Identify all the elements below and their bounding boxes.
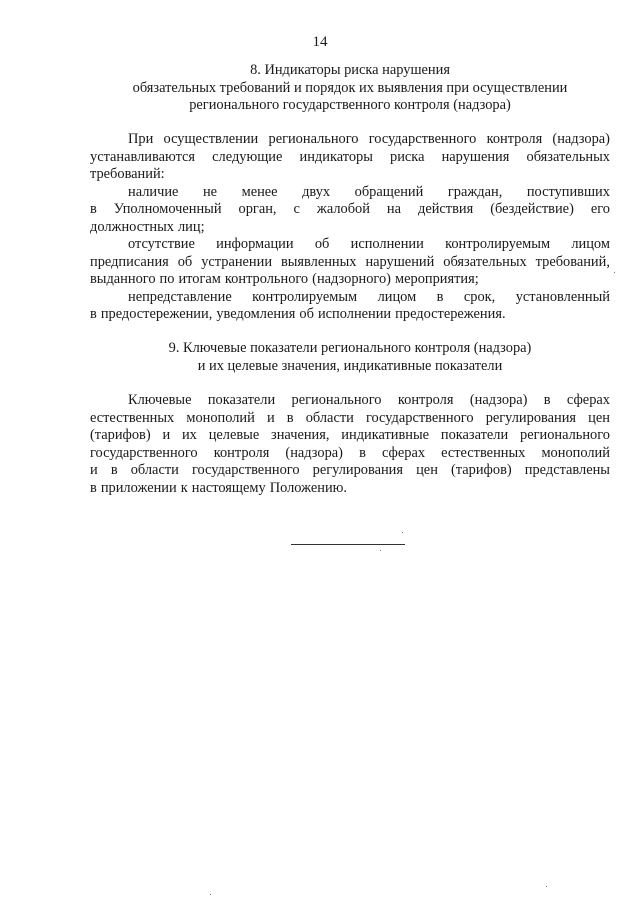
word: (надзора)	[552, 131, 610, 147]
word: области	[305, 409, 354, 426]
word: нарушений	[365, 253, 435, 270]
text-line	[90, 201, 610, 219]
word: обязательных	[526, 148, 610, 165]
word: регионального	[268, 131, 359, 147]
word: установленный	[515, 288, 610, 305]
scan-speck	[546, 886, 547, 887]
word: должностных	[90, 218, 174, 235]
word: об	[177, 253, 193, 270]
word: наличие	[128, 183, 179, 200]
word: на	[386, 201, 402, 217]
word: области	[130, 462, 179, 478]
indicator-item-3	[90, 289, 610, 324]
word: (тарифов)	[90, 427, 151, 443]
word: отсутствие	[128, 236, 195, 252]
word: государственного	[191, 462, 300, 478]
word: требований:	[90, 166, 165, 182]
word: предостережении,	[100, 306, 213, 322]
word: контрольного	[224, 271, 309, 287]
word: осуществлении	[163, 131, 259, 147]
word: жалобой	[316, 201, 370, 217]
word: контроля	[486, 131, 543, 147]
word: регионального	[291, 392, 382, 408]
word: государственного	[368, 131, 477, 147]
section-9-heading	[90, 340, 610, 375]
text-line	[90, 306, 610, 324]
word: индикаторы	[299, 148, 373, 165]
text-line	[90, 219, 610, 237]
text-line	[90, 236, 610, 254]
heading-line: обязательных требований и порядок их выявления при осуществлении	[132, 79, 568, 96]
word: сферах	[566, 392, 610, 408]
word: регулирования	[312, 462, 403, 478]
word: представлены	[524, 462, 610, 478]
word: и	[162, 427, 171, 443]
word: граждан,	[447, 183, 503, 200]
scan-speck	[402, 532, 403, 533]
text-line	[90, 289, 610, 307]
word: двух	[302, 183, 331, 200]
word: требований,	[535, 253, 610, 270]
word: лицом	[571, 236, 610, 252]
word: в	[90, 306, 97, 322]
scan-speck	[380, 550, 381, 551]
word: в	[359, 444, 366, 461]
word: лицом	[377, 288, 417, 305]
word: лиц;	[177, 218, 205, 235]
text-line	[90, 445, 610, 463]
indicator-item-2	[90, 236, 610, 289]
word: риска	[390, 148, 425, 165]
word: устанавливаются	[90, 148, 196, 165]
text-line	[90, 480, 610, 498]
word: показатели	[207, 392, 276, 408]
word: в	[110, 462, 118, 478]
word: действия	[418, 201, 474, 217]
word: и	[266, 409, 275, 426]
word: значения,	[271, 427, 330, 443]
word: обязательных	[443, 253, 527, 270]
word: предписания	[90, 253, 169, 270]
closing-rule	[291, 544, 405, 545]
word: его	[590, 201, 610, 217]
word: менее	[241, 183, 278, 200]
word: цен	[588, 409, 610, 426]
word: непредставление	[128, 288, 232, 305]
heading-line: регионального государственного контроля (надзора)	[189, 97, 511, 113]
word: (бездействие)	[490, 201, 574, 217]
word: в	[286, 409, 294, 426]
word: предостережения.	[395, 306, 506, 322]
word: монополий	[541, 444, 610, 461]
word: исполнении	[350, 236, 424, 252]
word: регулирования	[485, 409, 577, 426]
word: сферах	[381, 444, 426, 461]
word: контролируемым	[445, 236, 551, 252]
text-line	[90, 166, 610, 184]
word: контроля	[213, 444, 270, 461]
word: нарушения	[441, 148, 510, 165]
word: их	[181, 427, 197, 443]
word: контроля	[397, 392, 454, 408]
word: по	[159, 271, 175, 287]
page-number: 14	[312, 34, 328, 50]
word: монополий	[186, 409, 255, 426]
word: об	[299, 306, 314, 322]
word: настоящему	[191, 479, 266, 496]
word: в	[436, 288, 444, 305]
word: Уполномоченный	[113, 201, 222, 217]
text-line	[90, 427, 610, 445]
word: мероприятия;	[395, 271, 479, 287]
word: приложении	[100, 479, 177, 496]
text-line	[90, 410, 610, 428]
word: срок,	[463, 288, 496, 305]
word: обращений	[354, 183, 424, 200]
word: в	[90, 201, 97, 217]
heading-line: 9. Ключевые показатели регионального контроля (надзора)	[168, 340, 532, 356]
word: контролируемым	[252, 288, 358, 305]
word: итогам	[178, 271, 221, 287]
word: государственного	[365, 409, 474, 426]
heading-line: 8. Индикаторы риска нарушения	[250, 62, 450, 78]
word: индикативные	[341, 427, 430, 443]
text-line	[90, 184, 610, 202]
word: поступивших	[526, 183, 610, 200]
word: выявленных	[280, 253, 357, 270]
section-9-body	[90, 392, 610, 497]
word: исполнении	[317, 306, 392, 322]
word: цен	[416, 462, 438, 478]
section-8-intro	[90, 131, 610, 184]
indicator-item-1	[90, 184, 610, 237]
word: Ключевые	[128, 392, 192, 408]
word: государственного	[90, 444, 198, 461]
word: в	[543, 392, 551, 408]
section-8-heading	[90, 62, 610, 115]
word: об	[314, 236, 330, 252]
text-line	[90, 271, 610, 289]
word: регионального	[520, 427, 610, 443]
word: естественных	[441, 444, 526, 461]
word: (надзора)	[469, 392, 528, 408]
word: (тарифов)	[451, 462, 512, 478]
word: орган,	[238, 201, 277, 217]
word: следующие	[212, 148, 283, 165]
word: не	[202, 183, 218, 200]
word: информации	[216, 236, 294, 252]
word: (надзорного)	[312, 271, 391, 287]
scan-speck	[614, 272, 615, 273]
word: целевые	[208, 427, 260, 443]
word: показатели	[440, 427, 509, 443]
word: в	[90, 479, 97, 496]
word: выданного	[90, 271, 156, 287]
text-line	[90, 149, 610, 167]
heading-line: и их целевые значения, индикативные показатели	[197, 357, 503, 374]
word: естественных	[90, 409, 175, 426]
word: с	[293, 201, 300, 217]
word: к	[180, 479, 188, 496]
word: устранении	[201, 253, 273, 270]
text-line	[90, 254, 610, 272]
word: уведомления	[216, 306, 296, 322]
word: (надзора)	[285, 444, 343, 461]
text-line	[90, 131, 610, 149]
word: и	[90, 462, 98, 478]
text-line	[90, 462, 610, 480]
text-line	[90, 392, 610, 410]
scan-speck	[210, 894, 211, 895]
word: При	[128, 131, 154, 147]
word: Положению.	[269, 479, 347, 496]
